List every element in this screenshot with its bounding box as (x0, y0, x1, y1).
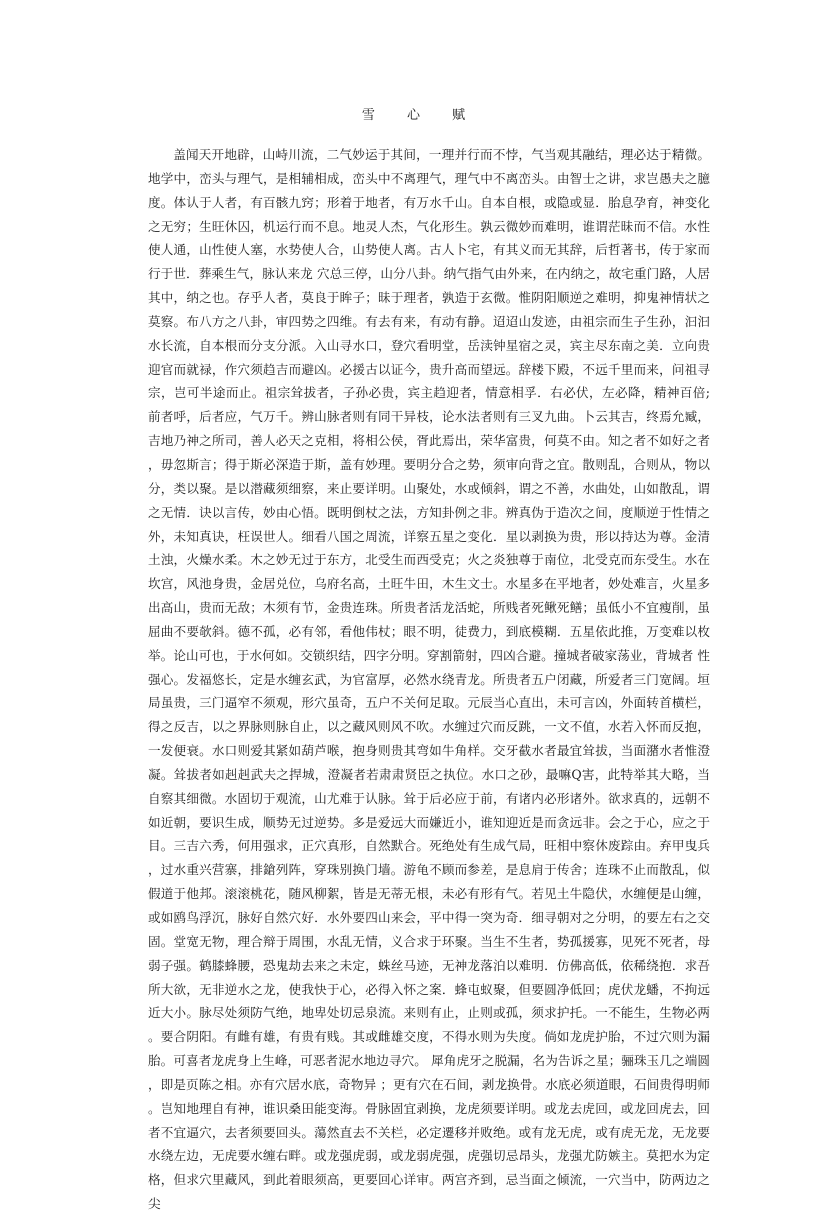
document-title: 雪 心 赋 (361, 108, 480, 123)
document-body-paragraph: 盖闻天开地辟，山峙川流，二气妙运于其间，一理并行而不悖，气当观其融结，理必达于精微。地学中，峦头与理气，是相辅相成，峦头中不离理气，理气中不离峦头。由智士之讲，求岂愚夫之臆度。体认于人者，有百骸九窍；形着于地者，有万水千山。自本自根，或隐或显．胎息孕育，神变化之无穷；生旺休囚，机运行而不息。地灵人杰，气化形生。孰云微妙而难明，谁谓茫昧而不信。水性使人通，山性使人塞，水势使人合，山势使人离。古人卜宅，有其义而无其辞，后哲著书，传于家而行于世．葬乘生气，脉认来龙 穴总三停，山分八卦。纳气指气由外来，在内纳之，故宅重门路，人居其中，纳之也。存乎人者，莫良于眸子；昧于理者，孰造于玄微。惟阴阳顺逆之难明，抑鬼神情状之莫察。布八方之八卦，审四势之四维。有去有来，有动有静。迢迢山发迹，由祖宗而生子生孙，汩汩水长流，自本根而分支分派。入山寻水口，登穴看明堂，岳渎钟星宿之灵，宾主尽东南之美．立向贵迎官而就禄，作穴须趋吉而避凶。必援古以证今，贵升高而望远。辞楼下殿，不远千里而来，问祖寻宗，岂可半途而止。祖宗耸拔者，子孙必贵，宾主趋迎者，情意相孚．右必伏，左必降，精神百倍; 前者呼，后者应，气万千。辨山脉者则有同干异枝，论水法者则有三叉九曲。卜云其吉，终焉允臧，吉地乃神之所司，善人必天之克相，将相公侯，胥此焉出，荣华富贵，何莫不由。知之者不如好之者，毋忽斯言；得于斯必深造于斯，盖有妙理。要明分合之势，须审向背之宜。散则乱，合则从，物以分，类以聚。是以潜藏须细察，来止要详明。山聚处，水或倾斜，谓之不善，水曲处，山如散乱，谓之无情．诀以言传，妙由心悟。既明倒杖之法，方知卦例之非。辨真伪于造次之间，度顺逆于性情之外，未知真诀，枉误世人。细看八国之周流，详察五星之变化．星以剥换为贵，形以持达为尊。金清土浊，火燥水柔。木之妙无过于东方，北受生而西受克；火之炎独尊于南位，北受克而东受生。水在坎宫，风池身贵，金居兑位，乌府名高，土旺牛田，木生文士。水星多在平地者，妙处难言，火星多出高山，贵而无敌；木须有节，金贵连珠。所贵者活龙活蛇，所贱者死鳅死鳝；虽低小不宜瘦削，虽屈曲不要欹斜。德不孤，必有邻，看他伟杖；眼不明，徒费力，到底模糊．五星依此推，万变难以枚举。论山可也，于水何如。交锁织结，四字分明。穿割箭射，四凶合避。撞城者破家荡业，背城者 性强心。发福悠长，定是水缠玄武，为官富厚，必然水绕青龙。所贵者五户闭藏，所爱者三门宽阔。垣局虽贵，三门逼窄不须观，形穴虽奇，五户不关何足取。元辰当心直出，未可言凶，外面转首横栏，得之反吉，以之界脉则脉自止，以之藏风则风不吹。水缠过穴而反跳，一文不值，水若入怀而反抱，一发便衰。水口则爱其紧如葫芦喉，抱身则贵其弯如牛角样。交牙截水者最宜耸拔，当面潴水者惟澄凝。耸拔者如赳赳武夫之捍城，澄凝者若肃肃贤臣之执位。水口之砂，最嘛Q害，此特举其大略，当自察其细微。水固切于观流，山尤难于认脉。耸于后必应于前，有诸内必形诸外。欲求真的，远朝不如近朝，要识生成，顺势无过逆势。多是爱远大而嫌近小，谁知迎近是而贪远非。会之于心，应之于目。三吉六秀，何用强求，正穴真形，自然默合。死绝处有生成气局，旺相中察休废踪由。弃甲曳兵，过水重兴营寨，排鎗列阵，穿珠别换门墙。游龟不顾而参差，是息肩于传舍；连珠不止而散乱，似假道于他邦。滚滚桃花，随风柳絮，皆是无蒂无根，未必有形有气。若见土牛隐伏，水缠便是山缠，或如鸥鸟浮沉，脉好自然穴好．水外要四山来会，平中得一突为奇．细寻朝对之分明，的要左右之交固。堂宽无物，理合辩于周围，水乱无情，义合求于环聚。当生不生者，势孤援寡，见死不死者，母弱子强。鹤膝蜂腰，恐鬼劫去来之未定，蛛丝马迹，无神龙落泊以难明．仿佛高低，依稀绕抱．求吾所大欲，无非逆水之龙，使我快于心，必得入怀之案．蜂屯蚁聚，但要圆净低回；虎伏龙蟠，不拘远近大小。脉尽处须防气绝，地卑处切忌泉流。来则有止，止则或孤，须求护托。一不能生，生物必两。要合阴阳。有雌有雄，有贵有贱。其或雌雄交度，不得水则为失度。倘如龙虎护胎，不过穴则为漏胎。可喜者龙虎身上生峰，可恶者泥水地边寻穴。 犀角虎牙之脱漏，名为告诉之星；骊珠玉几之端圆，即是页陈之相。亦有穴居水底，奇物异 ；更有穴在石间，剥龙换骨。水底必须道眼，石间贵得明师。岂知地理自有神，谁识桑田能变海。骨脉固宜剥换，龙虎须要详明。或龙去虎回，或龙回虎去，回者不宜逼穴，去者须要回头。蕩然直去不关栏，必定遷移并败绝。或有龙无虎，或有虎无龙，无龙要水绕左边，无虎要水缠右畔。或龙强虎弱，或龙弱虎强，虎强切忌昂头，龙强尤防嫉主。莫把水为定格，但求穴里藏风，到此着眼须高，更要回心详审。两宫齐到，忌当面之倾流，一穴当中，防两边之尖 (148, 147, 710, 1212)
